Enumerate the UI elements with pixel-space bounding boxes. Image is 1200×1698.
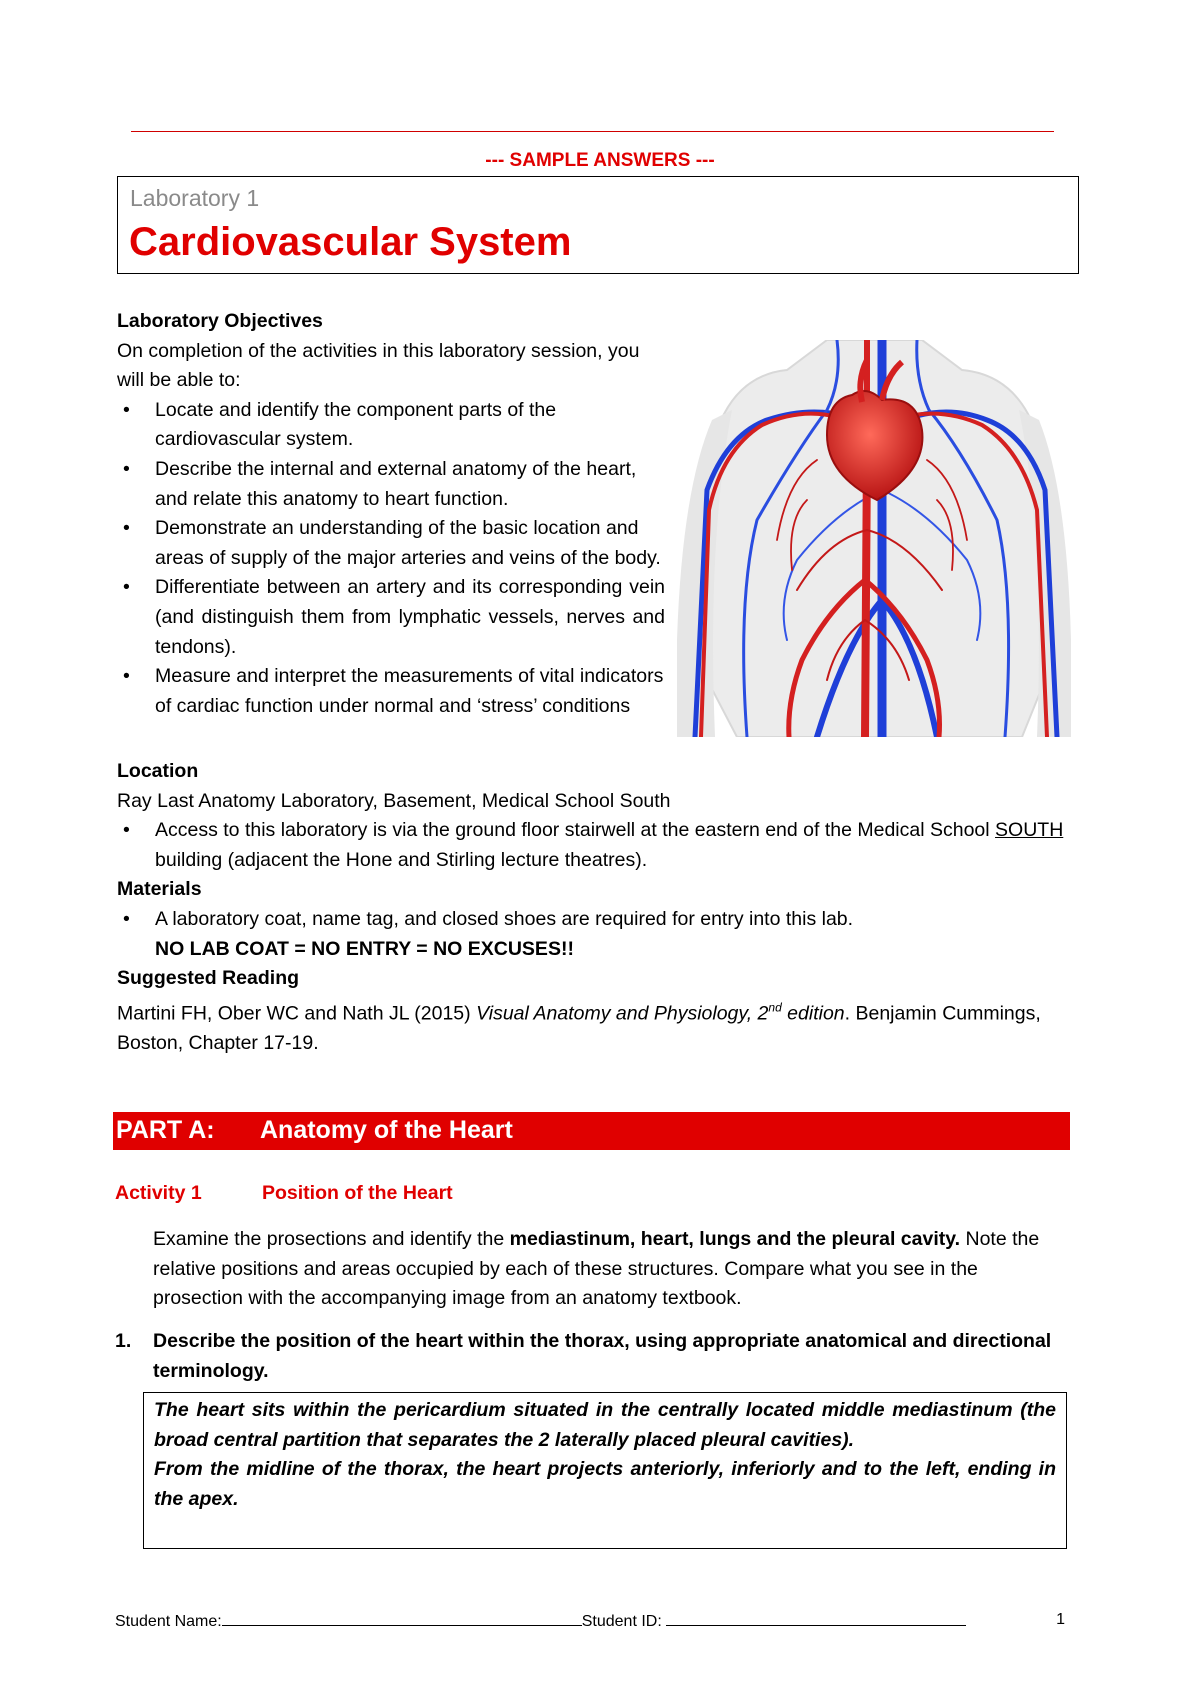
activity-header	[115, 1182, 453, 1205]
title-box	[117, 176, 1079, 274]
question-text: Describe the position of the heart within the thorax, using appropriate anatomical and directional terminology.	[153, 1330, 1052, 1382]
activity-title: Position of the Heart	[262, 1182, 453, 1204]
page-number: 1	[1056, 1611, 1065, 1628]
answer-text-1: The heart sits within the pericardium situated in the centrally located middle mediastinum (the broad central partition that separates the 2 laterally placed pleural cavities).	[154, 1399, 1056, 1451]
activity-desc-bold: mediastinum, heart, lungs and the pleural cavity.	[509, 1228, 961, 1250]
cardiovascular-system-illustration	[677, 340, 1071, 737]
reading-edition-word: edition	[781, 1002, 845, 1025]
answer-text-2: From the midline of the thorax, the heart projects anteriorly, inferiorly and to the left, ending in the apex.	[154, 1458, 1056, 1510]
activity-label: Activity 1	[115, 1182, 202, 1204]
part-a-label: PART A:	[116, 1116, 215, 1144]
objectives-list	[117, 396, 665, 722]
part-a-title: Anatomy of the Heart	[260, 1116, 513, 1144]
student-name-label: Student Name:	[115, 1613, 222, 1630]
materials-bullet: • A laboratory coat, name tag, and closed shoes are required for entry into this lab.	[155, 907, 854, 930]
list-item: • Demonstrate an understanding of the basic location and areas of supply of the major arteries and veins of the body.	[117, 514, 665, 573]
activity-desc-start: Examine the prosections and identify the	[153, 1228, 510, 1250]
list-item	[117, 905, 1077, 964]
location-bullet-rest: building (adjacent the Hone and Stirling lecture theatres).	[155, 848, 648, 871]
reading-rest: . Benjamin Cummings, Boston, Chapter 17-19.	[117, 1002, 1041, 1054]
location-bullet-underlined: SOUTH	[995, 819, 1064, 842]
reading-citation	[117, 994, 1077, 1059]
reading-book-title: Visual Anatomy and Physiology, 2	[476, 1002, 769, 1025]
page-title: Cardiovascular System	[129, 220, 572, 264]
location-heading: Location	[117, 760, 199, 782]
question-1	[115, 1327, 1075, 1386]
list-item: • Locate and identify the component parts of the cardiovascular system.	[117, 396, 665, 455]
student-id-line[interactable]	[666, 1611, 966, 1626]
location-list	[117, 816, 1077, 875]
location-section	[117, 757, 1077, 1058]
question-number: 1.	[115, 1330, 132, 1352]
part-a-header	[113, 1112, 1070, 1150]
footer	[115, 1611, 1065, 1631]
materials-warning: NO LAB COAT = NO ENTRY = NO EXCUSES!!	[155, 937, 574, 960]
objectives-section	[117, 307, 665, 721]
location-bullet-text: Access to this laboratory is via the ground floor stairwell at the eastern end of the Medical School	[155, 819, 996, 842]
reading-authors: Martini FH, Ober WC and Nath JL (2015)	[117, 1002, 477, 1025]
answer-box	[143, 1392, 1067, 1549]
top-rule	[131, 131, 1054, 132]
lab-number: Laboratory 1	[130, 185, 260, 211]
materials-heading: Materials	[117, 878, 202, 901]
student-name-line[interactable]	[222, 1611, 582, 1626]
activity-desc-end: Note the relative positions and areas occupied by each of these structures. Compare what you see in the prosection with the accompanying image from an anatomy textbook.	[153, 1228, 1040, 1310]
objectives-intro: On completion of the activities in this laboratory session, you will be able to:	[117, 339, 640, 392]
sample-answers-banner: --- SAMPLE ANSWERS ---	[485, 150, 715, 171]
list-item	[117, 816, 1077, 875]
list-item: • Describe the internal and external anatomy of the heart, and relate this anatomy to heart function.	[117, 455, 665, 514]
location-text: Ray Last Anatomy Laboratory, Basement, Medical School South	[117, 789, 671, 812]
list-item: • Differentiate between an artery and its corresponding vein (and distinguish them from lymphatic vessels, nerves and tendons).	[117, 573, 665, 662]
activity-description	[153, 1225, 1073, 1314]
reading-heading: Suggested Reading	[117, 967, 300, 990]
objectives-heading: Laboratory Objectives	[117, 310, 323, 332]
student-id-label: Student ID:	[581, 1613, 662, 1630]
materials-list	[117, 905, 1077, 964]
list-item: • Measure and interpret the measurements of vital indicators of cardiac function under normal and ‘stress’ conditions	[117, 662, 665, 721]
reading-edition-sup: nd	[768, 1000, 782, 1015]
